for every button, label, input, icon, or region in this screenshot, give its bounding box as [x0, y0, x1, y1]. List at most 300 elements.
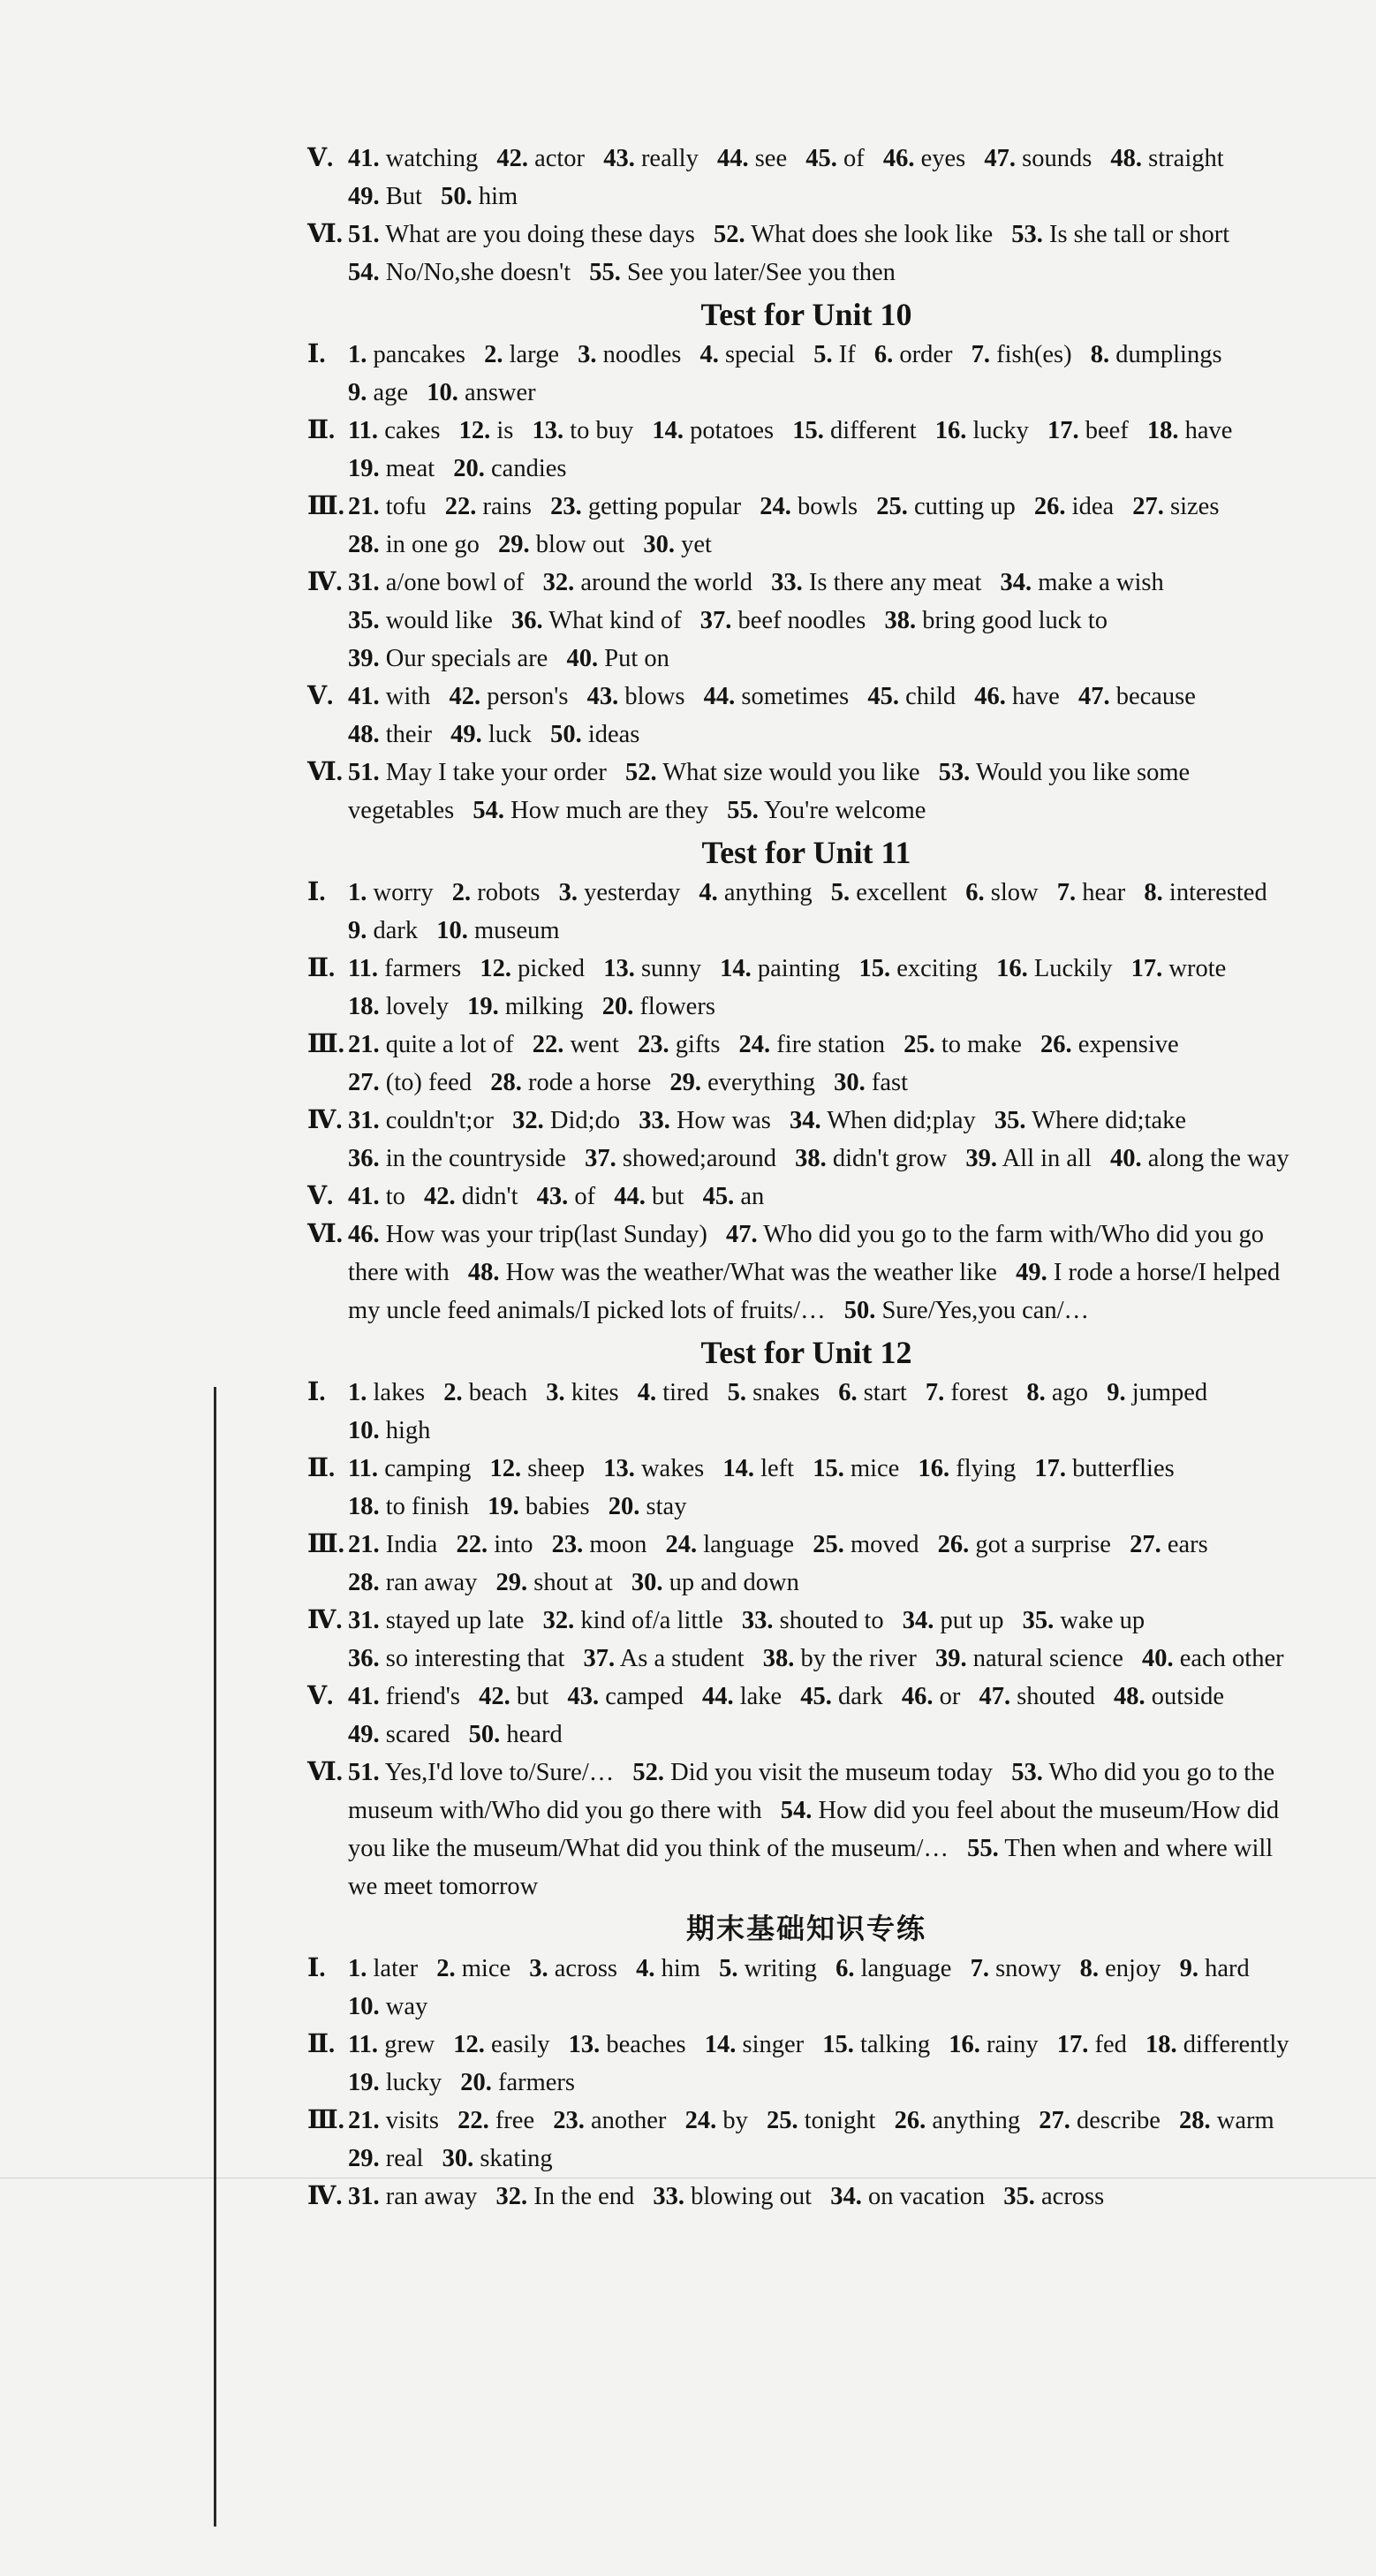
- question-number: 6.: [835, 1955, 855, 1982]
- answer-item: [348, 379, 408, 406]
- question-number: 42.: [479, 1683, 510, 1710]
- answer-item: [717, 145, 787, 172]
- answer-item: [652, 417, 774, 444]
- question-number: 34.: [789, 1107, 821, 1134]
- answer-item: [1034, 1455, 1174, 1482]
- answer-text: wake up: [1060, 1607, 1145, 1634]
- answer-item: [903, 1607, 1004, 1634]
- answer-item: [1132, 493, 1219, 520]
- question-number: 47.: [726, 1221, 758, 1248]
- answer-section: [307, 2102, 1305, 2178]
- answer-text: slow: [990, 879, 1039, 906]
- answer-item: [441, 183, 518, 210]
- question-number: 19.: [348, 2069, 380, 2096]
- answer-item: [348, 1993, 427, 2020]
- answer-item: [653, 2183, 812, 2210]
- answer-item: [704, 683, 850, 710]
- answer-item: [813, 341, 855, 368]
- answer-item: [511, 607, 682, 634]
- question-number: 24.: [684, 2107, 717, 2134]
- question-number: 43.: [567, 1683, 600, 1710]
- answer-item: [831, 879, 947, 906]
- question-number: 52.: [713, 221, 745, 248]
- margin-rule: [214, 1387, 216, 2527]
- answer-text: If: [838, 341, 856, 368]
- answer-text: camped: [605, 1683, 684, 1710]
- answer-text: When did;play: [827, 1107, 976, 1134]
- answer-text: mice: [461, 1955, 511, 1982]
- question-number: 10.: [348, 1417, 380, 1444]
- question-number: 28.: [490, 1069, 522, 1096]
- answer-text: to: [385, 1183, 405, 1210]
- question-number: 16.: [949, 2031, 980, 2058]
- answer-item: [484, 341, 559, 368]
- answer-text: picked: [518, 955, 586, 982]
- answer-text: Is there any meat: [808, 569, 982, 596]
- question-number: 46.: [882, 145, 915, 172]
- answer-text: ideas: [587, 721, 640, 748]
- answer-item: [838, 1379, 907, 1406]
- question-number: 12.: [458, 417, 491, 444]
- answer-text: ran away: [385, 2183, 478, 2210]
- answer-item: [589, 259, 896, 286]
- answer-item: [1130, 1531, 1208, 1558]
- answer-text: put up: [940, 1607, 1004, 1634]
- answer-text: farmers: [384, 955, 462, 982]
- answer-text: beef noodles: [737, 607, 866, 634]
- answer-text: rode a horse: [527, 1069, 652, 1096]
- answer-item: [903, 1031, 1022, 1058]
- answer-item: [543, 1607, 723, 1634]
- answer-item: [348, 683, 430, 710]
- answer-text: What does she look like: [751, 221, 994, 248]
- answer-item: [742, 1607, 884, 1634]
- answer-section: [307, 412, 1305, 488]
- answer-text: but: [516, 1683, 549, 1710]
- answer-section: [307, 1178, 1305, 1216]
- answer-item: [348, 1145, 566, 1172]
- question-number: 49.: [348, 1721, 380, 1748]
- question-number: 6.: [873, 341, 894, 368]
- answer-item: [559, 879, 681, 906]
- answer-section: [307, 1602, 1305, 1678]
- answer-item: [822, 2031, 930, 2058]
- answer-item: [884, 607, 1108, 634]
- answer-text: each other: [1179, 1645, 1284, 1672]
- answer-text: ran away: [385, 1569, 478, 1596]
- answer-text: rains: [482, 493, 532, 520]
- answer-text: sizes: [1170, 493, 1220, 520]
- answer-text: child: [905, 683, 956, 710]
- question-number: 11.: [348, 417, 379, 444]
- answer-section: [307, 216, 1305, 292]
- answer-item: [348, 1721, 450, 1748]
- answer-item: [488, 1493, 590, 1520]
- question-number: 46.: [901, 1683, 934, 1710]
- section-numeral: Ⅲ.: [307, 2107, 344, 2134]
- question-number: 18.: [348, 1493, 380, 1520]
- answer-text: warm: [1216, 2107, 1274, 2134]
- answer-text: enjoy: [1105, 1955, 1161, 1982]
- answer-item: [512, 1107, 620, 1134]
- question-number: 30.: [631, 1569, 663, 1596]
- answer-item: [496, 1569, 613, 1596]
- answer-item: [348, 1531, 437, 1558]
- answer-item: [636, 1955, 700, 1982]
- answer-text: bowls: [798, 493, 858, 520]
- question-number: 18.: [348, 993, 380, 1020]
- answer-item: [974, 683, 1060, 710]
- question-number: 36.: [511, 607, 543, 634]
- section-numeral: Ⅵ.: [307, 1759, 343, 1786]
- answer-item: [1078, 683, 1196, 710]
- answer-text: kind of/a little: [580, 1607, 723, 1634]
- question-number: 16.: [996, 955, 1028, 982]
- answer-item: [348, 721, 432, 748]
- question-number: 33.: [741, 1607, 774, 1634]
- answer-text: As a student: [619, 1645, 745, 1672]
- question-number: 8.: [1079, 1955, 1099, 1982]
- section-numeral: Ⅲ.: [307, 1031, 344, 1058]
- answer-text: milking: [504, 993, 584, 1020]
- answer-text: ago: [1051, 1379, 1089, 1406]
- question-number: 22.: [457, 2107, 489, 2134]
- section-numeral: Ⅳ.: [307, 2183, 343, 2210]
- question-number: 11.: [348, 1455, 379, 1482]
- answer-text: Luckily: [1033, 955, 1113, 982]
- answer-item: [638, 1379, 709, 1406]
- question-number: 38.: [762, 1645, 795, 1672]
- question-number: 32.: [512, 1107, 544, 1134]
- answer-text: idea: [1071, 493, 1115, 520]
- answer-text: worry: [373, 879, 434, 906]
- answer-item: [813, 1455, 899, 1482]
- answer-item: [450, 683, 569, 710]
- section-title: 期末基础知识专练: [685, 1912, 926, 1945]
- answer-text: potatoes: [690, 417, 775, 444]
- answer-text: is: [496, 417, 514, 444]
- answer-item: [699, 879, 812, 906]
- answer-text: natural science: [972, 1645, 1123, 1672]
- answer-item: [609, 1493, 687, 1520]
- section-numeral: Ⅱ.: [307, 955, 336, 982]
- question-number: 10.: [427, 379, 458, 406]
- answer-section: [307, 1678, 1305, 1754]
- answer-text: visits: [385, 2107, 439, 2134]
- question-number: 5.: [719, 1955, 738, 1982]
- answer-text: cutting up: [914, 493, 1016, 520]
- answer-item: [424, 1183, 518, 1210]
- answer-item: [926, 1379, 1008, 1406]
- answer-item: [639, 1107, 771, 1134]
- answer-item: [714, 221, 993, 248]
- answer-item: [566, 645, 669, 672]
- answer-text: across: [1041, 2183, 1105, 2210]
- section-numeral: Ⅱ.: [307, 417, 336, 444]
- question-number: 55.: [589, 259, 621, 286]
- question-number: 6.: [838, 1379, 858, 1406]
- answer-item: [1110, 1145, 1289, 1172]
- answer-text: would like: [385, 607, 493, 634]
- answer-text: of: [574, 1183, 596, 1210]
- section-numeral: Ⅳ.: [307, 1607, 343, 1634]
- section-numeral: Ⅲ.: [307, 1531, 344, 1558]
- answer-text: describe: [1076, 2107, 1161, 2134]
- answer-item: [467, 993, 583, 1020]
- answer-section: [307, 1216, 1305, 1330]
- question-number: 19.: [467, 993, 499, 1020]
- question-number: 26.: [937, 1531, 970, 1558]
- answer-item: [1142, 1645, 1284, 1672]
- answer-text: anything: [932, 2107, 1021, 2134]
- answer-text: ears: [1167, 1531, 1208, 1558]
- answer-item: [1147, 417, 1233, 444]
- answer-text: sometimes: [741, 683, 850, 710]
- answer-item: [895, 2107, 1021, 2134]
- answer-item: [453, 455, 566, 482]
- answer-text: exciting: [896, 955, 978, 982]
- answer-text: dark: [373, 917, 419, 944]
- question-number: 15.: [822, 2031, 854, 2058]
- question-number: 18.: [1145, 2031, 1177, 2058]
- answer-item: [460, 2069, 575, 2096]
- answer-text: blowing out: [691, 2183, 813, 2210]
- question-number: 39.: [934, 1645, 967, 1672]
- answer-text: skating: [480, 2145, 553, 2172]
- answer-text: Our specials are: [385, 645, 548, 672]
- answer-section: [307, 874, 1305, 950]
- question-number: 27.: [1132, 493, 1164, 520]
- question-number: 32.: [495, 2183, 528, 2210]
- answer-item: [1034, 493, 1114, 520]
- answer-item: [469, 1721, 563, 1748]
- question-number: 45.: [702, 1183, 735, 1210]
- question-number: 1.: [348, 879, 367, 906]
- answer-text: beaches: [606, 2031, 686, 2058]
- answer-item: [348, 955, 461, 982]
- answer-text: yesterday: [584, 879, 681, 906]
- question-number: 18.: [1146, 417, 1179, 444]
- answer-text: getting popular: [587, 493, 742, 520]
- answer-item: [496, 2183, 635, 2210]
- question-number: 9.: [348, 379, 367, 406]
- answer-text: gifts: [675, 1031, 721, 1058]
- question-number: 7.: [971, 341, 990, 368]
- answer-text: language: [703, 1531, 795, 1558]
- question-number: 34.: [1000, 569, 1032, 596]
- question-number: 33.: [639, 1107, 670, 1134]
- answer-item: [665, 1531, 794, 1558]
- answer-text: left: [760, 1455, 795, 1482]
- question-number: 6.: [965, 879, 985, 906]
- answer-section: [307, 678, 1305, 754]
- section-numeral: Ⅴ.: [307, 1683, 334, 1710]
- question-number: 41.: [348, 145, 380, 172]
- answer-text: person's: [487, 683, 569, 710]
- question-number: 5.: [830, 879, 851, 906]
- section-numeral: Ⅵ.: [307, 1221, 343, 1248]
- question-number: 48.: [1110, 145, 1143, 172]
- question-number: 21.: [348, 493, 380, 520]
- answer-item: [705, 2031, 804, 2058]
- answer-text: snowy: [995, 1955, 1062, 1982]
- question-number: 52.: [624, 759, 657, 786]
- answer-item: [1144, 879, 1266, 906]
- section-numeral: Ⅴ.: [307, 683, 334, 710]
- question-number: 24.: [738, 1031, 771, 1058]
- answer-item: [834, 1069, 908, 1096]
- question-number: 37.: [583, 1645, 616, 1672]
- answer-text: outside: [1151, 1683, 1225, 1710]
- answer-text: yet: [681, 531, 712, 558]
- answer-item: [1080, 1955, 1161, 1982]
- question-number: 44.: [716, 145, 749, 172]
- question-number: 3.: [546, 1379, 565, 1406]
- answer-item: [996, 955, 1112, 982]
- answer-text: have: [1012, 683, 1060, 710]
- answer-text: beach: [468, 1379, 528, 1406]
- question-number: 40.: [1141, 1645, 1174, 1672]
- answer-text: high: [385, 1417, 431, 1444]
- answer-text: answer: [464, 379, 536, 406]
- question-number: 41.: [348, 1683, 380, 1710]
- answer-text: by: [722, 2107, 748, 2134]
- question-number: 1.: [348, 341, 367, 368]
- question-number: 40.: [566, 645, 599, 672]
- question-number: 25.: [813, 1531, 844, 1558]
- answer-item: [348, 993, 449, 1020]
- answer-text: You're welcome: [763, 797, 926, 824]
- answer-item: [800, 1683, 882, 1710]
- question-number: 2.: [443, 1379, 463, 1406]
- answer-text: Did you visit the museum today: [670, 1759, 994, 1786]
- answer-item: [935, 417, 1029, 444]
- answer-item: [979, 1683, 1094, 1710]
- answer-item: [1107, 1379, 1207, 1406]
- answer-item: [792, 417, 916, 444]
- answer-text: got a surprise: [975, 1531, 1111, 1558]
- answer-item: [1145, 2031, 1289, 2058]
- answer-item: [902, 1683, 961, 1710]
- answer-text: anything: [723, 879, 813, 906]
- answer-text: to finish: [385, 1493, 469, 1520]
- question-number: 35.: [994, 1107, 1026, 1134]
- answer-item: [578, 341, 681, 368]
- question-number: 25.: [766, 2107, 798, 2134]
- question-number: 3.: [578, 341, 597, 368]
- answer-text: May I take your order: [385, 759, 607, 786]
- question-number: 30.: [643, 531, 675, 558]
- answer-item: [790, 1107, 976, 1134]
- question-number: 20.: [460, 2069, 492, 2096]
- question-number: 44.: [701, 1683, 734, 1710]
- question-number: 29.: [497, 531, 530, 558]
- question-number: 41.: [348, 683, 380, 710]
- answer-item: [348, 917, 418, 944]
- answer-text: Did;do: [549, 1107, 621, 1134]
- answer-text: No/No,she doesn't: [385, 259, 571, 286]
- question-number: 4.: [636, 1955, 655, 1982]
- answer-item: [603, 145, 699, 172]
- answer-item: [700, 607, 866, 634]
- answer-item: [1047, 417, 1129, 444]
- answer-item: [348, 2069, 442, 2096]
- question-number: 43.: [536, 1183, 569, 1210]
- question-number: 8.: [1026, 1379, 1046, 1406]
- answer-item: [348, 493, 427, 520]
- question-number: 30.: [442, 2145, 474, 2172]
- answer-item: [739, 1031, 885, 1058]
- answer-text: everything: [707, 1069, 815, 1096]
- question-number: 24.: [760, 493, 791, 520]
- question-number: 11.: [348, 2031, 379, 2058]
- answer-text: blows: [624, 683, 685, 710]
- question-number: 54.: [473, 797, 505, 824]
- section-numeral: Ⅰ.: [307, 879, 326, 906]
- question-number: 23.: [638, 1031, 669, 1058]
- answer-text: eyes: [920, 145, 966, 172]
- answer-section: [307, 1526, 1305, 1602]
- answer-text: large: [509, 341, 560, 368]
- answer-text: What size would you like: [662, 759, 920, 786]
- question-number: 52.: [632, 1759, 664, 1786]
- question-number: 2.: [436, 1955, 456, 1982]
- answer-text: cakes: [384, 417, 441, 444]
- section-numeral: Ⅴ.: [307, 1183, 334, 1210]
- answer-item: [614, 1183, 684, 1210]
- answer-item: [972, 341, 1072, 368]
- question-number: 21.: [348, 1031, 380, 1058]
- answer-item: [813, 1531, 919, 1558]
- question-number: 2.: [484, 341, 503, 368]
- answer-item: [638, 1031, 720, 1058]
- question-number: 10.: [436, 917, 468, 944]
- question-number: 42.: [449, 683, 481, 710]
- answer-item: [348, 341, 465, 368]
- question-number: 45.: [800, 1683, 832, 1710]
- answer-text: or: [939, 1683, 961, 1710]
- question-number: 17.: [1034, 1455, 1067, 1482]
- answer-text: kites: [571, 1379, 619, 1406]
- answer-text: him: [661, 1955, 700, 1982]
- answer-item: [1114, 1683, 1224, 1710]
- answer-text: heard: [506, 1721, 563, 1748]
- answer-item: [457, 2107, 534, 2134]
- question-number: 12.: [480, 955, 511, 982]
- answer-text: with: [385, 683, 431, 710]
- answer-item: [496, 145, 585, 172]
- answer-text: make a wish: [1038, 569, 1164, 596]
- question-number: 47.: [1077, 683, 1110, 710]
- answer-text: excellent: [856, 879, 948, 906]
- question-number: 20.: [601, 993, 634, 1020]
- answer-item: [348, 1031, 514, 1058]
- question-number: 28.: [1179, 2107, 1211, 2134]
- section-numeral: Ⅰ.: [307, 341, 326, 368]
- answer-section: [307, 754, 1305, 830]
- answer-text: to make: [941, 1031, 1022, 1058]
- answer-item: [452, 879, 541, 906]
- answer-text: so interesting that: [385, 1645, 565, 1672]
- answer-item: [550, 493, 741, 520]
- answer-text: into: [494, 1531, 533, 1558]
- question-number: 31.: [348, 569, 380, 596]
- question-number: 25.: [903, 1031, 935, 1058]
- question-number: 47.: [979, 1683, 1011, 1710]
- answer-text: fed: [1094, 2031, 1127, 2058]
- question-number: 15.: [858, 955, 891, 982]
- answer-text: How did you feel about the museum/How did you like the museum/What did you think of the museum/…: [348, 1797, 1280, 1862]
